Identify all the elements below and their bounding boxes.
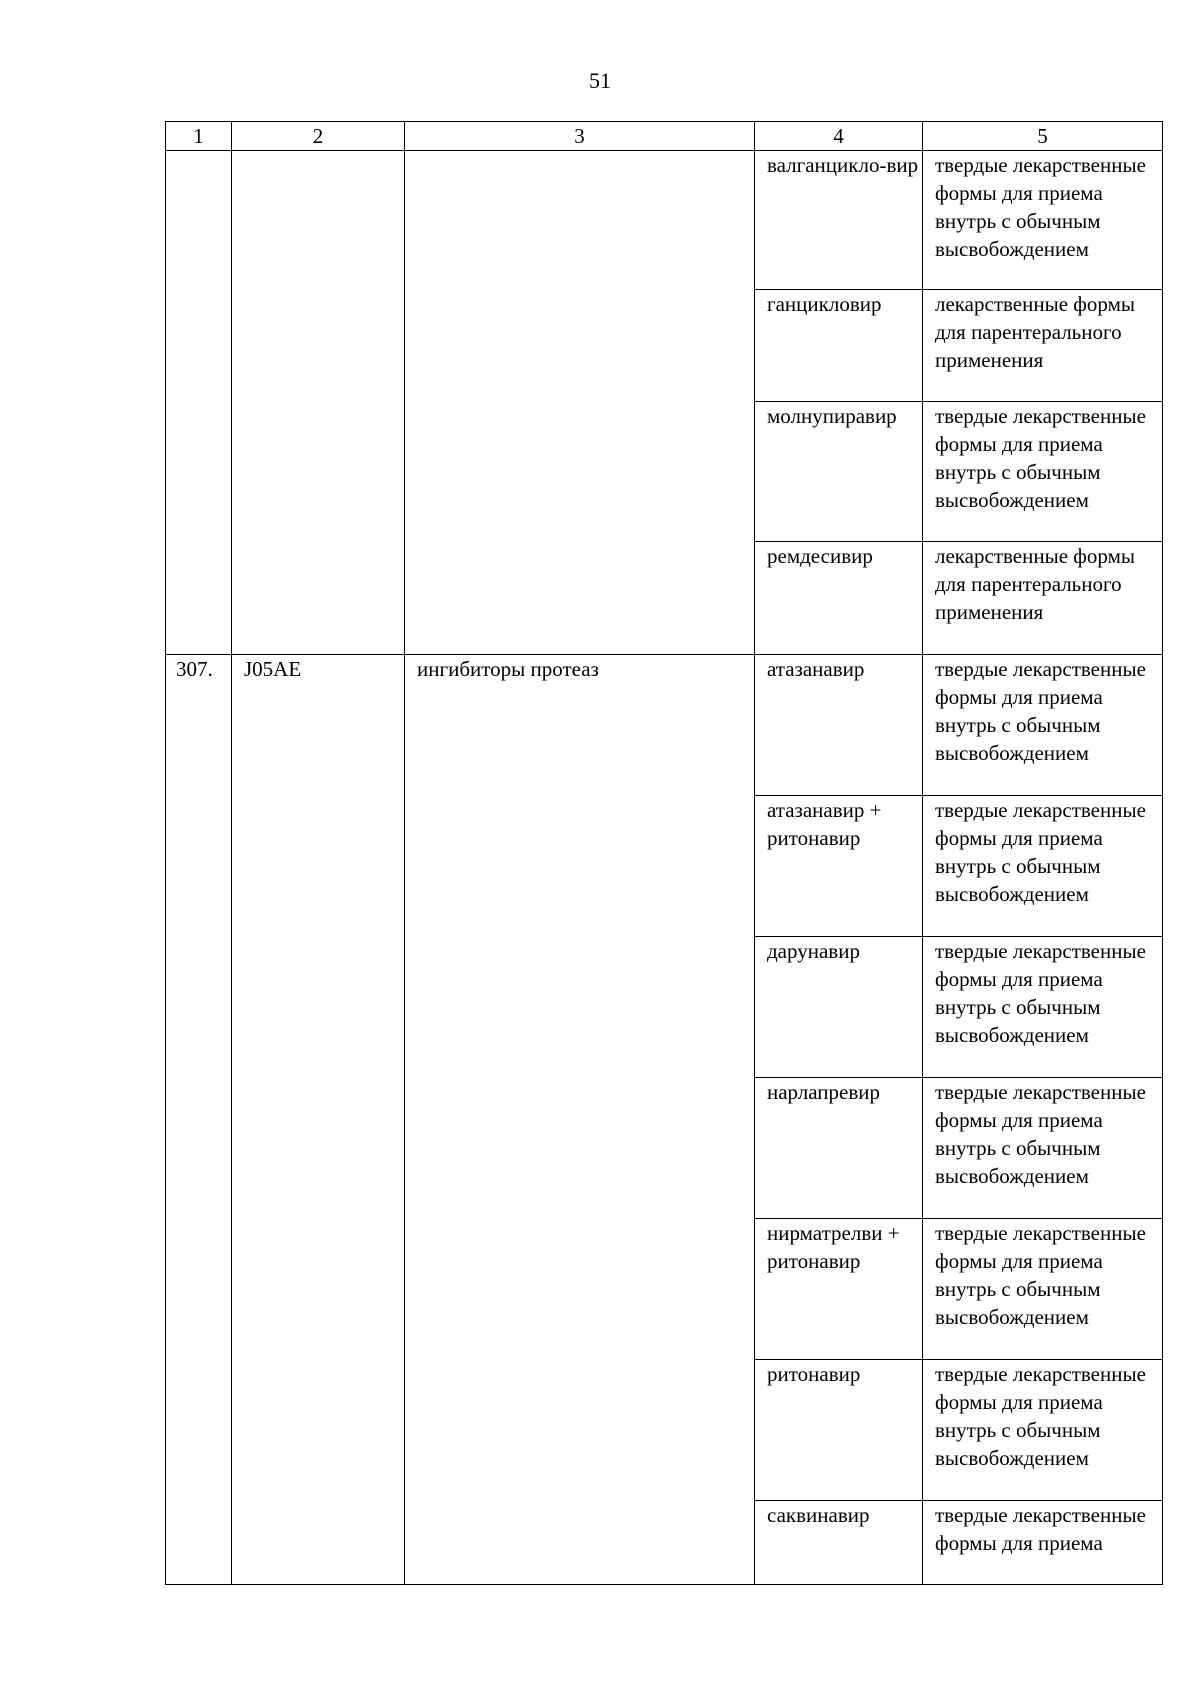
drug-name-cell: атазанавир + ритонавир bbox=[755, 796, 923, 937]
drug-name-cell: нирматрелви + ритонавир bbox=[755, 1219, 923, 1360]
drug-name-cell: ритонавир bbox=[755, 1360, 923, 1501]
dosage-form-cell: лекарственные формы для парентерального применения bbox=[923, 290, 1163, 402]
drug-name-cell: атазанавир bbox=[755, 655, 923, 796]
table-row bbox=[166, 655, 1163, 796]
dosage-form-cell: твердые лекарственные формы для приема внутрь с обычным высвобождением bbox=[923, 1078, 1163, 1219]
dosage-form-cell: твердые лекарственные формы для приема внутрь с обычным высвобождением bbox=[923, 796, 1163, 937]
drug-name-cell: ганцикловир bbox=[755, 290, 923, 402]
dosage-form-cell: твердые лекарственные формы для приема bbox=[923, 1501, 1163, 1585]
dosage-form-cell: лекарственные формы для парентерального применения bbox=[923, 542, 1163, 655]
column-header-2: 2 bbox=[232, 122, 405, 151]
drug-name-cell: нарлапревир bbox=[755, 1078, 923, 1219]
dosage-form-cell: твердые лекарственные формы для приема внутрь с обычным высвобождением bbox=[923, 1219, 1163, 1360]
drug-table bbox=[165, 121, 1163, 1585]
dosage-form-cell: твердые лекарственные формы для приема внутрь с обычным высвобождением bbox=[923, 655, 1163, 796]
row-number-cell: 307. bbox=[166, 655, 232, 1585]
drug-name-cell: саквинавир bbox=[755, 1501, 923, 1585]
page-number: 51 bbox=[589, 68, 611, 93]
atc-code-cell: J05AE bbox=[232, 655, 405, 1585]
dosage-form-cell: твердые лекарственные формы для приема внутрь с обычным высвобождением bbox=[923, 402, 1163, 542]
atc-code-cell bbox=[232, 151, 405, 655]
drug-name-cell: молнупиравир bbox=[755, 402, 923, 542]
dosage-form-cell: твердые лекарственные формы для приема внутрь с обычным высвобождением bbox=[923, 1360, 1163, 1501]
group-name-cell: ингибиторы протеаз bbox=[405, 655, 755, 1585]
column-header-3: 3 bbox=[405, 122, 755, 151]
drug-name-cell: ремдесивир bbox=[755, 542, 923, 655]
column-header-1: 1 bbox=[166, 122, 232, 151]
column-header-4: 4 bbox=[755, 122, 923, 151]
dosage-form-cell: твердые лекарственные формы для приема внутрь с обычным высвобождением bbox=[923, 151, 1163, 290]
table-row bbox=[166, 151, 1163, 290]
column-number-row bbox=[166, 122, 1163, 151]
column-header-5: 5 bbox=[923, 122, 1163, 151]
drug-name-cell: дарунавир bbox=[755, 937, 923, 1078]
group-name-cell bbox=[405, 151, 755, 655]
drug-name-cell: валганцикло-вир bbox=[755, 151, 923, 290]
dosage-form-cell: твердые лекарственные формы для приема внутрь с обычным высвобождением bbox=[923, 937, 1163, 1078]
row-number-cell bbox=[166, 151, 232, 655]
